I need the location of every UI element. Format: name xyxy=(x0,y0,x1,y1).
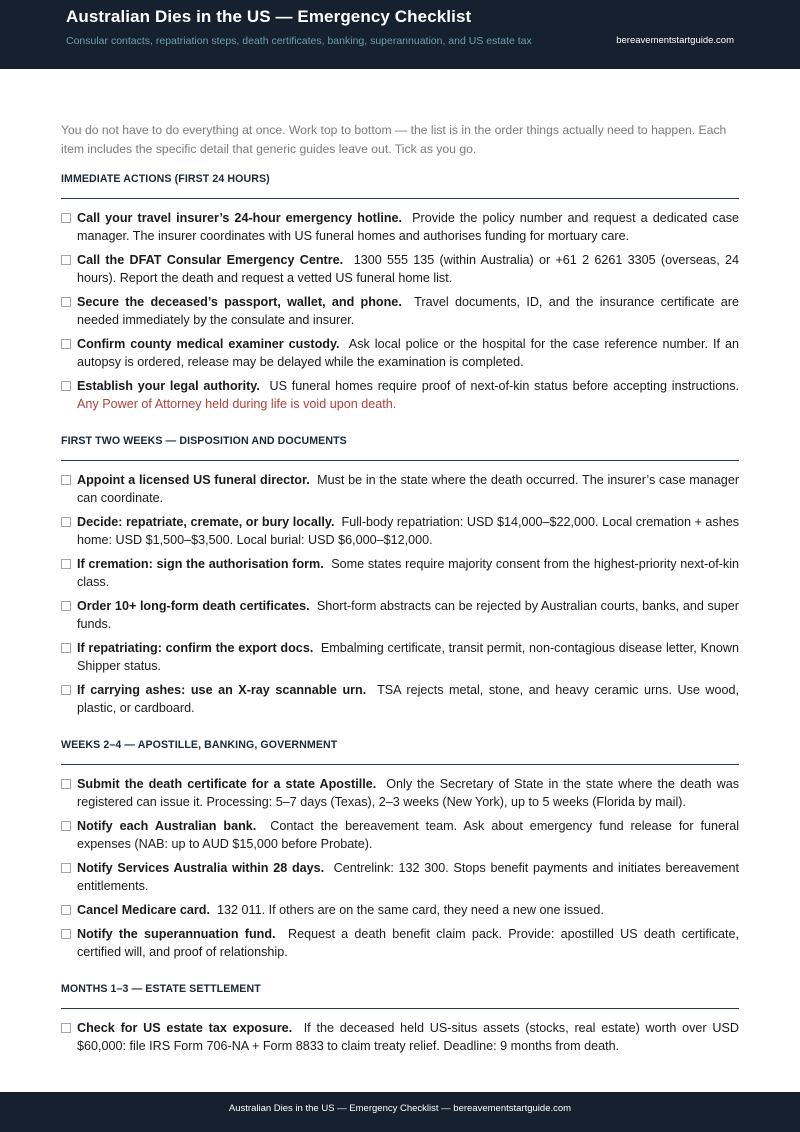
item-lead: If carrying ashes: use an X-ray scannable urn. xyxy=(77,683,367,697)
section-title: WEEKS 2–4 — APOSTILLE, BANKING, GOVERNMENT xyxy=(61,738,739,765)
site-name: bereavementstartguide.com xyxy=(616,35,734,46)
checklist-item xyxy=(61,775,739,811)
item-detail: TSA rejects metal, stone, and heavy ceramic urns. Use wood, plastic, or cardboard. xyxy=(77,683,739,715)
section-title: IMMEDIATE ACTIONS (FIRST 24 HOURS) xyxy=(61,172,739,199)
item-detail: Short-form abstracts can be rejected by Australian courts, banks, and super funds. xyxy=(77,599,739,631)
page-header xyxy=(0,0,800,69)
checklist xyxy=(61,209,739,413)
checklist-item xyxy=(61,513,739,549)
item-lead: Confirm county medical examiner custody. xyxy=(77,337,340,351)
checklist-item xyxy=(61,1019,739,1055)
item-lead: Call the DFAT Consular Emergency Centre. xyxy=(77,253,344,267)
checklist-item xyxy=(61,209,739,245)
checklist-item xyxy=(61,639,739,675)
checkbox[interactable] xyxy=(61,905,71,915)
item-detail: Must be in the state where the death occurred. The insurer’s case manager can coordinate. xyxy=(77,473,740,505)
checkbox[interactable] xyxy=(61,643,71,653)
item-lead: Submit the death certificate for a state Apostille. xyxy=(77,777,377,791)
item-detail: If the deceased held US-situs assets (stocks, real estate) worth over USD $60,000: file IRS Form 706-NA + Form 8833 to claim treaty relief. Deadline: 9 months from death. xyxy=(77,1021,739,1053)
item-detail: 1300 555 135 (within Australia) or +61 2 6261 3305 (overseas, 24 hours). Report the death and request a vetted US funeral home list. xyxy=(77,253,739,285)
item-lead: Notify each Australian bank. xyxy=(77,819,257,833)
item-lead: Check for US estate tax exposure. xyxy=(77,1021,293,1035)
item-lead: Establish your legal authority. xyxy=(77,379,260,393)
item-detail: Centrelink: 132 300. Stops benefit payments and initiates bereavement entitlements. xyxy=(77,861,739,893)
item-lead: Order 10+ long-form death certificates. xyxy=(77,599,310,613)
item-lead: Notify the superannuation fund. xyxy=(77,927,276,941)
checkbox[interactable] xyxy=(61,1023,71,1033)
item-lead: Cancel Medicare card. xyxy=(77,903,210,917)
item-lead: If cremation: sign the authorisation form. xyxy=(77,557,324,571)
checklist-item xyxy=(61,925,739,961)
item-lead: If repatriating: confirm the export docs. xyxy=(77,641,314,655)
page-footer: Australian Dies in the US — Emergency Checklist — bereavementstartguide.com xyxy=(0,1092,800,1132)
item-detail: Request a death benefit claim pack. Provide: apostilled US death certificate, certified will, and proof of relationship. xyxy=(77,927,740,959)
checklist xyxy=(61,1019,739,1055)
checkbox[interactable] xyxy=(61,821,71,831)
item-warning: Any Power of Attorney held during life is void upon death. xyxy=(77,397,397,411)
checklist-item xyxy=(61,901,739,919)
item-detail: Embalming certificate, transit permit, non-contagious disease letter, Known Shipper status. xyxy=(77,641,739,673)
item-detail: Ask local police or the hospital for the case reference number. If an autopsy is ordered, release may be delayed while the examination is completed. xyxy=(77,337,739,369)
item-detail: 132 011. If others are on the same card, they need a new one issued. xyxy=(217,903,604,917)
item-detail: Some states require majority consent from the highest-priority next-of-kin class. xyxy=(77,557,740,589)
item-detail: Provide the policy number and request a dedicated case manager. The insurer coordinates with US funeral homes and authorises funding for mortuary care. xyxy=(77,211,739,243)
item-detail: Travel documents, ID, and the insurance certificate are needed immediately by the consulate and insurer. xyxy=(77,295,739,327)
checklist-item xyxy=(61,555,739,591)
checkbox[interactable] xyxy=(61,213,71,223)
item-lead: Call your travel insurer’s 24-hour emergency hotline. xyxy=(77,211,403,225)
checklist-item xyxy=(61,681,739,717)
checkbox[interactable] xyxy=(61,685,71,695)
item-lead: Notify Services Australia within 28 days. xyxy=(77,861,325,875)
checklist-item xyxy=(61,335,739,371)
item-detail: Contact the bereavement team. Ask about emergency fund release for funeral expenses (NAB: up to AUD $15,000 before Probate). xyxy=(77,819,740,851)
item-detail: US funeral homes require proof of next-of-kin status before accepting instructions. xyxy=(269,379,739,393)
page-title: Australian Dies in the US — Emergency Checklist xyxy=(66,7,472,26)
section-title: MONTHS 1–3 — ESTATE SETTLEMENT xyxy=(61,982,739,1009)
checkbox[interactable] xyxy=(61,929,71,939)
checklist xyxy=(61,471,739,717)
checkbox[interactable] xyxy=(61,381,71,391)
checklist-item xyxy=(61,859,739,895)
item-lead: Appoint a licensed US funeral director. xyxy=(77,473,310,487)
section-title: FIRST TWO WEEKS — DISPOSITION AND DOCUMENTS xyxy=(61,434,739,461)
checkbox[interactable] xyxy=(61,475,71,485)
checklist xyxy=(61,775,739,961)
checkbox[interactable] xyxy=(61,559,71,569)
checkbox[interactable] xyxy=(61,779,71,789)
checklist-item xyxy=(61,817,739,853)
checkbox[interactable] xyxy=(61,517,71,527)
checkbox[interactable] xyxy=(61,339,71,349)
intro-text: You do not have to do everything at once. Work top to bottom — the list is in the order things actually need to happen. Each item includes the specific detail that generic guides leave out. Tick as you go. xyxy=(61,123,727,156)
checklist-item xyxy=(61,471,739,507)
page-subtitle: Consular contacts, repatriation steps, death certificates, banking, superannuation, and US estate tax xyxy=(66,35,532,47)
checklist-item xyxy=(61,597,739,633)
checkbox[interactable] xyxy=(61,601,71,611)
checklist-item xyxy=(61,293,739,329)
checklist-item xyxy=(61,377,739,413)
checklist-body xyxy=(61,121,739,1076)
item-detail: Full-body repatriation: USD $14,000–$22,000. Local cremation + ashes home: USD $1,500–$3,500. Local burial: USD $6,000–$12,000. xyxy=(77,515,740,547)
item-lead: Secure the deceased’s passport, wallet, and phone. xyxy=(77,295,402,309)
checklist-sections xyxy=(61,172,739,1055)
checklist-item xyxy=(61,251,739,287)
checkbox[interactable] xyxy=(61,863,71,873)
checkbox[interactable] xyxy=(61,297,71,307)
item-lead: Decide: repatriate, cremate, or bury locally. xyxy=(77,515,335,529)
checkbox[interactable] xyxy=(61,255,71,265)
item-detail: Only the Secretary of State in the state where the death was registered can issue it. Processing: 5–7 days (Texas), 2–3 weeks (New York), up to 5 weeks (Florida by mail). xyxy=(77,777,739,809)
